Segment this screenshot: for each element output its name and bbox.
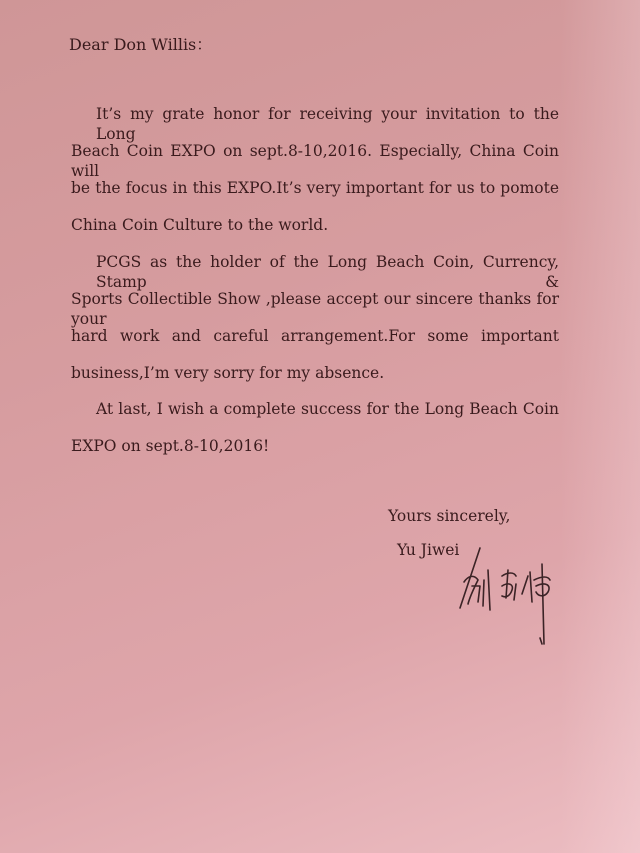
paragraph-2-line-4: business,I’m very sorry for my absence. xyxy=(71,364,385,382)
handwritten-signature-icon xyxy=(450,540,570,650)
closing: Yours sincerely, xyxy=(388,507,511,525)
salutation: Dear Don Willis： xyxy=(69,35,213,54)
paragraph-3-line-2: EXPO on sept.8-10,2016! xyxy=(71,437,270,455)
paper-lighting xyxy=(560,0,640,853)
signer-name: Yu Jiwei xyxy=(397,541,460,559)
paragraph-1-line-2: Beach Coin EXPO on sept.8-10,2016. Especially, China Coin will xyxy=(71,142,559,180)
paragraph-2-line-1: PCGS as the holder of the Long Beach Coin, Currency, Stamp & xyxy=(96,253,559,291)
paragraph-2-line-3: hard work and careful arrangement.For some important xyxy=(71,327,559,345)
paragraph-1-line-3: be the focus in this EXPO.It’s very important for us to pomote xyxy=(71,179,559,197)
paragraph-1-line-4: China Coin Culture to the world. xyxy=(71,216,329,234)
paragraph-3-line-1: At last, I wish a complete success for the Long Beach Coin xyxy=(96,400,559,418)
paragraph-2-line-2: Sports Collectible Show ,please accept our sincere thanks for your xyxy=(71,290,559,328)
paragraph-1-line-1: It’s my grate honor for receiving your invitation to the Long xyxy=(96,105,559,143)
